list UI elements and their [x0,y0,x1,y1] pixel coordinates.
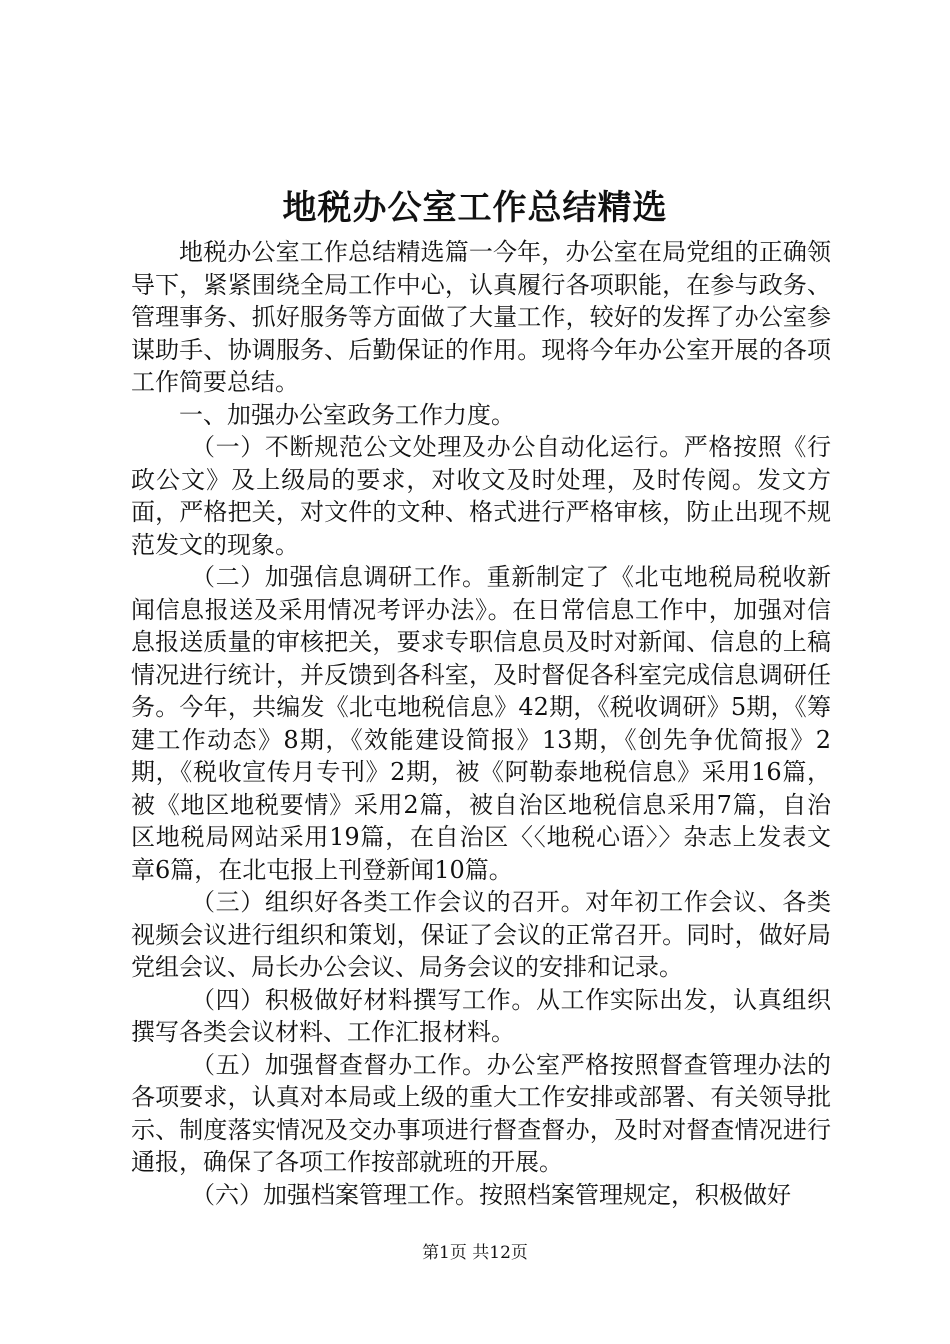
document-body [131,236,831,1211]
page-number-footer: 第1页 共12页 [422,1243,528,1263]
document-title: 地税办公室工作总结精选 [282,188,668,228]
paragraph-item-4: （四）积极做好材料撰写工作。从工作实际出发，认真组织撰写各类会议材料、工作汇报材料。 [131,985,831,1046]
paragraph-item-5: （五）加强督查督办工作。办公室严格按照督查管理办法的各项要求，认真对本局或上级的重大工作安排或部署、有关领导批示、制度落实情况及交办事项进行督查督办，及时对督查情况进行通报，确保了各项工作按部就班的开展。 [131,1050,831,1176]
section-heading: 一、加强办公室政务工作力度。 [179,400,515,429]
paragraph-item-3: （三）组织好各类工作会议的召开。对年初工作会议、各类视频会议进行组织和策划，保证了会议的正常召开。同时，做好局党组会议、局长办公会议、局务会议的安排和记录。 [131,888,831,981]
paragraph-intro: 地税办公室工作总结精选篇一今年，办公室在局党组的正确领导下，紧紧围绕全局工作中心，认真履行各项职能，在参与政务、管理事务、抓好服务等方面做了大量工作，较好的发挥了办公室参谋助手、协调服务、后勤保证的作用。现将今年办公室开展的各项工作简要总结。 [131,238,831,396]
paragraph-item-2: （二）加强信息调研工作。重新制定了《北屯地税局税收新闻信息报送及采用情况考评办法》。在日常信息工作中，加强对信息报送质量的审核把关，要求专职信息员及时对新闻、信息的上稿情况进行统计，并反馈到各科室，及时督促各科室完成信息调研任务。今年，共编发《北屯地税信息》42期，《税收调研》5期，《筹建工作动态》8期，《效能建设简报》13期，《创先争优简报》2期，《税收宣传月专刊》2期，被《阿勒泰地税信息》采用16篇，被《地区地税要情》采用2篇，被自治区地税信息采用7篇，自治区地税局网站采用19篇，在自治区〈〈地税心语〉〉杂志上发表文章6篇，在北屯报上刊登新闻10篇。 [131,563,831,884]
paragraph-item-1: （一）不断规范公文处理及办公自动化运行。严格按照《行政公文》及上级局的要求，对收文及时处理，及时传阅。发文方面，严格把关，对文件的文种、格式进行严格审核，防止出现不规范发文的现象。 [131,433,831,559]
paragraph-item-6: （六）加强档案管理工作。按照档案管理规定，积极做好 [191,1180,791,1209]
